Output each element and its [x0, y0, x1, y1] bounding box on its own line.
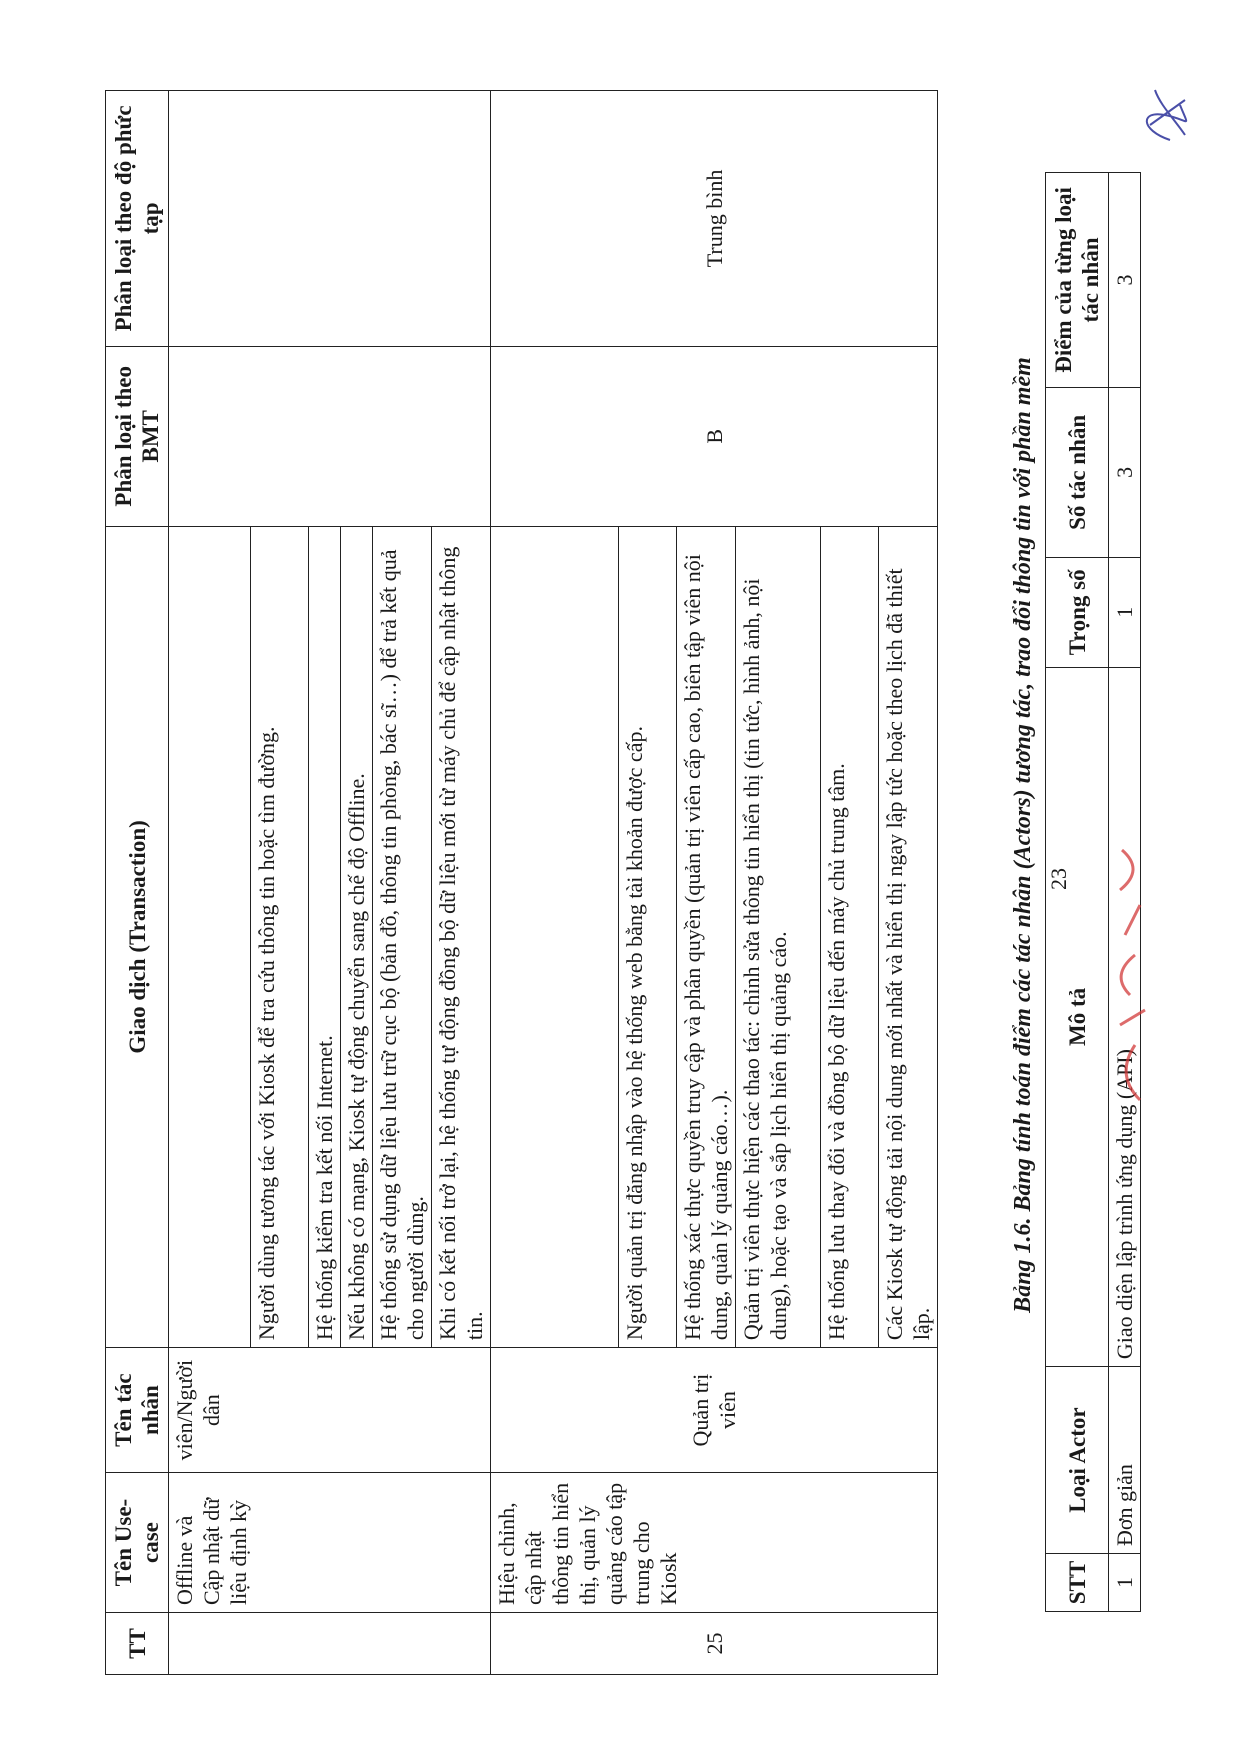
transaction-cell: Quản trị viên thực hiện các thao tác: chỉnh sửa thông tin hiển thị (tin tức, hình ảnh, nội dung), hoặc tạo và sắp lịch hiển thị quảng cáo.: [736, 526, 821, 1347]
transaction-cell: Nếu không có mạng, Kiosk tự động chuyển sang chế độ Offline.: [341, 526, 373, 1347]
header-actor-type: Loại Actor: [1046, 1367, 1109, 1554]
table-caption: Bảng 1.6. Bảng tính toán điểm các tác nhân (Actors) tương tác, trao đổi thông tin với phần mềm: [1010, 357, 1036, 1313]
complexity-cell: Trung bình: [491, 91, 938, 347]
header-usecase: Tên Use-case: [106, 1473, 169, 1613]
bmt-cell: B: [491, 346, 938, 526]
header-description: Mô tả: [1046, 667, 1109, 1366]
header-score: Điểm của từng loại tác nhân: [1046, 173, 1109, 388]
header-weight: Trọng số: [1046, 557, 1109, 667]
table-row: [169, 91, 251, 1675]
table-row: [491, 91, 619, 1675]
transaction-cell: [491, 526, 619, 1347]
header-row: [106, 91, 169, 1675]
header-tt: TT: [106, 1613, 169, 1675]
transaction-cell: Hệ thống sử dụng dữ liệu lưu trữ cục bộ (bản đồ, thông tin phòng, bác sĩ…) để trả kết quả cho người dùng.: [373, 526, 432, 1347]
header-actor-count: Số tác nhân: [1046, 387, 1109, 557]
score-cell: 3: [1109, 173, 1141, 388]
weight-cell: 1: [1109, 557, 1141, 667]
actor-type-cell: Đơn giản: [1109, 1367, 1141, 1554]
transaction-cell: Khi có kết nối trở lại, hệ thống tự động đồng bộ dữ liệu mới từ máy chủ để cập nhật thông tin.: [432, 526, 491, 1347]
transaction-cell: Hệ thống xác thực quyền truy cập và phân quyền (quản trị viên cấp cao, biên tập viên nội dung, quản lý quảng cáo…).: [677, 526, 736, 1347]
page-number: 23: [1046, 868, 1071, 890]
transaction-cell: Người quản trị đăng nhập vào hệ thống web bằng tài khoản được cấp.: [619, 526, 677, 1347]
usecase-cell: Offline và Cập nhật dữ liệu định kỳ: [169, 1473, 491, 1613]
actor-cell: viên/Người dân: [169, 1348, 491, 1473]
header-row: [1046, 173, 1109, 1612]
count-cell: 3: [1109, 387, 1141, 557]
usecase-table: [105, 90, 938, 1675]
header-transaction: Giao dịch (Transaction): [106, 526, 169, 1347]
stt-cell: 1: [1109, 1554, 1141, 1612]
usecase-cell: Hiệu chỉnh, cập nhật thông tin hiển thị, quản lý quảng cáo tập trung cho Kiosk: [491, 1473, 938, 1613]
description-cell: Giao diện lập trình ứng dụng (API): [1109, 667, 1141, 1366]
header-actor: Tên tác nhân: [106, 1348, 169, 1473]
transaction-cell: Người dùng tương tác với Kiosk để tra cứu thông tin hoặc tìm đường.: [251, 526, 309, 1347]
transaction-cell: Hệ thống kiểm tra kết nối Internet.: [309, 526, 341, 1347]
header-stt: STT: [1046, 1554, 1109, 1612]
stamp-fragment: [1110, 845, 1150, 1105]
transaction-cell: Hệ thống lưu thay đổi và đồng bộ dữ liệu đến máy chủ trung tâm.: [821, 526, 879, 1347]
transaction-cell: [169, 526, 251, 1347]
header-bmt: Phân loại theo BMT: [106, 346, 169, 526]
tt-cell: 25: [491, 1613, 938, 1675]
actor-cell: Quản trị viên: [491, 1348, 938, 1473]
transaction-cell: Các Kiosk tự động tải nội dung mới nhất và hiển thị ngay lập tức hoặc theo lịch đã thiết lập.: [879, 526, 938, 1347]
signature-mark: [1130, 80, 1200, 150]
header-complexity: Phân loại theo độ phức tạp: [106, 91, 169, 347]
